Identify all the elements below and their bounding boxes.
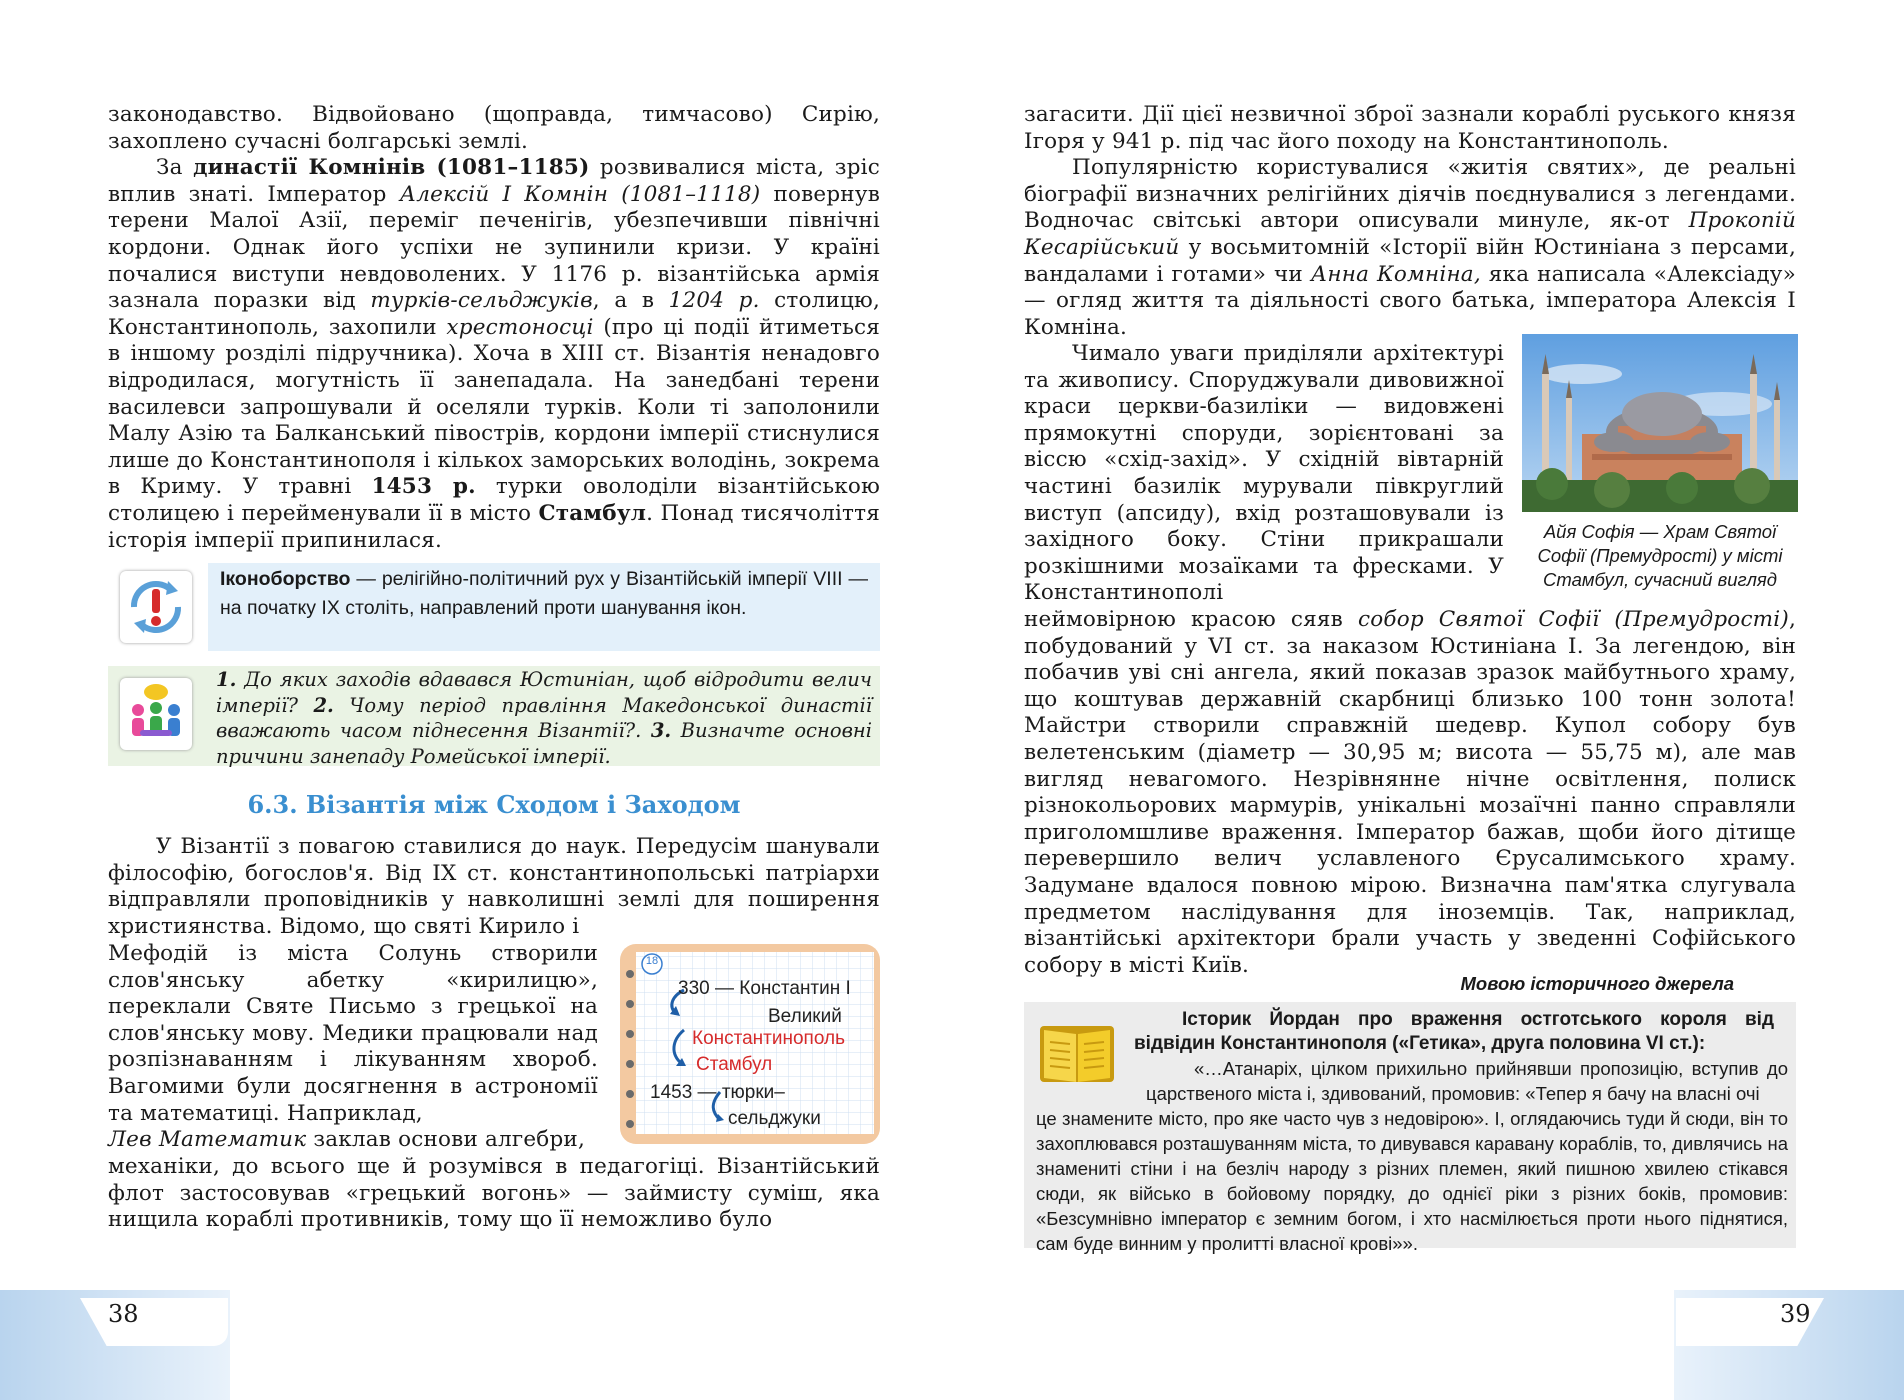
- paragraph-hagia-sophia: неймовірною красою сяяв собор Святої Софії (Премудрості), побудований у VI ст. за наказом Юстиніана I. За легендою, він побачив уві сні ангела, який показав зразок майбутнього храму, що коштував державній скарбниці близько 100 тонн золота! Майстри створили справжній шедевр. Купол собору був велетенським (діаметр — 30,95 м; висота — 55,75 м), але мав вигляд невагомого. Незрівнянне нічне освітлення, полиск різнокольорових мармурів, унікальні мозаїчні панно справляли приголомшливе враження. Імператор бажав, щоби його дітище перевершило велич уславленого Єрусалимського храму. Задумане вдалося повною мірою. Визначна пам'ятка слугувала предметом наслідування для іноземців. Так, наприклад, візантійські архітектори брали участь у зведенні Софійського собору в місті Київ.: [1024, 607, 1796, 978]
- section-heading: 6.3. Візантія між Сходом і Заходом: [247, 790, 741, 819]
- notebook-line: Стамбул: [696, 1054, 773, 1075]
- page-tab: [80, 1298, 228, 1346]
- notebook-line: Великий: [768, 1006, 842, 1027]
- right-wrap-column: [1024, 341, 1504, 607]
- paragraph-science: У Візантії з повагою ставилися до наук. Передусім шанували філософію, богослов'я. Від IX ст. константинопольські патріархи відправляли проповідників у навколишні землі для поширення християнства. Відомо, що святі Кирило і: [108, 834, 880, 939]
- photo-caption: Айя Софія — Храм Святої Софії (Премудрості) у місті Стамбул, сучасний вигляд: [1537, 521, 1783, 590]
- notebook-line: сельджуки: [728, 1108, 821, 1129]
- paragraph-architecture: Чимало уваги приділяли архітектурі та живопису. Споруджували дивовижної краси церкви-базиліки — видовжені прямокутні споруди, зорієнтовані за віссю «схід-захід». У східній вівтарній частині базилік мурували півкруглий виступ (апсиду), вхід розташовували із західного боку. Стіни прикрашали розкішними мозаїками та фресками. У Константинополі: [1024, 341, 1504, 606]
- paragraph: загасити. Дії цієї незвичної зброї зазнали кораблі руського князя Ігоря у 941 р. під час його походу на Константинополь.: [1024, 102, 1796, 154]
- historical-source-box: [1024, 1002, 1796, 1254]
- notebook-line: 330 — Константин І: [678, 978, 851, 999]
- left-wrap-column: [108, 941, 598, 1154]
- notebook-line: 1453 — тюрки–: [650, 1082, 785, 1103]
- questions-box: [108, 666, 880, 766]
- notebook-badge: 18: [645, 955, 659, 967]
- hagia-sophia-photo: [1522, 334, 1798, 512]
- source-title: Історик Йордан про враження остготського короля від відвідин Константинополя («Гетика», друга половина VI ст.):: [1134, 1009, 1774, 1054]
- questions-text: 1. До яких заходів вдавався Юстиніан, щоб відродити велич імперії? 2. Чому період правління Македонської династії вважають часом піднесення Візантії?. 3. Визначте основні причини занепаду Ромейської імперії.: [216, 668, 872, 768]
- paragraph-greek-fire: механіки, до всього ще й розумівся в педагогіці. Візантійський флот застосовував «грецький вогонь» — займисту суміш, яка нищила кораблі противників, тому що її неможливо було: [108, 1154, 880, 1233]
- definition-text: Іконоборство — релігійно-політичний рух у Візантійській імперії VIII — на початку IX століть, направлений проти шанування ікон.: [208, 563, 880, 651]
- paragraph: законодавство. Відвойовано (щоправда, тимчасово) Сирію, захоплено сучасні болгарські землі.: [108, 102, 880, 154]
- source-label: Мовою історичного джерела: [1460, 973, 1734, 994]
- definition-box: [108, 563, 880, 651]
- left-text-column-3: [108, 1154, 880, 1234]
- left-text-column-2: [108, 834, 880, 940]
- source-text: «…Атанаріх, цілком прихильно прийнявши пропозицію, вступив до царственого міста і, здивований, промовив: «Тепер я бачу на власні очі це знамените місто, про яке часто чув з недовірою». І, оглядаючись туди й сюди, він то захоплювався розташуванням міста, то дивувався каравану кораблів, то, дивлячись на знамениті стіни і на безліч народу з різних племен, який пишною хвилею стікався сюди, як військо в бойовому порядку, до однієї ріки з різних боків, промовив: «Безсумнівно імператор є земним богом, і хто насмілюється проти нього піднятися, сам буде винним у пролитті власної крові»».: [1036, 1058, 1788, 1254]
- left-text-column: [108, 102, 880, 554]
- paragraph-komnenos: За династії Комнінів (1081–1185) розвивалися міста, зріс вплив знаті. Імператор Алексій І Комнін (1081–1118) повернув терени Малої Азії, переміг печенігів, убезпечивши північні кордони. Однак його успіхи не зупинили кризи. У країні почалися виступи невдоволених. У 1176 р. візантійська армія зазнала поразки від турків-сельджуків, а в 1204 р. столицю, Константинополь, захопили хрестоносці (про ці події йтиметься в іншому розділі підручника). Хоча в ХІІІ ст. Візантія ненадовго відродилася, могутність її занепадала. На занедбані терени василевси запрошували й оселяли турків. Коли ті заполонили Малу Азію та Балканський півострів, кордони імперії стиснулися лише до Константинополя і кількох заморських володінь, зокрема в Криму. У травні 1453 р. турки оволоділи візантійською столицею і перейменували її в місто Стамбул. Понад тисячоліття історія імперії припинилася.: [108, 155, 880, 553]
- page-number: 39: [1780, 1300, 1811, 1328]
- notebook-line: Константинополь: [692, 1028, 845, 1049]
- right-text-column-2: [1024, 607, 1796, 979]
- paragraph-cyril-methodius: Мефодій із міста Солунь створили слов'янську абетку «кирилицю», переклали Святе Письмо з грецької на слов'янську мову. Медики працювали над розпізнаванням і лікуванням хвороб. Вагомими були досягнення в астрономії та математиці. Наприклад, Лев Математик заклав основи алгебри,: [108, 941, 598, 1153]
- right-page: [952, 0, 1904, 1400]
- paragraph-hagiography: Популярністю користувалися «житія святих», де реальні біографії визначних релігійних діячів поєднувалися з легендами. Водночас світські автори описували минуле, як-от Прокопій Кесарійський у восьмитомній «Історії війн Юстиніана з персами, вандалами і готами» чи Анна Комніна, яка написала «Алексіаду» — огляд життя та діяльності свого батька, імператора Алексія І Комніна.: [1024, 155, 1797, 340]
- page-number: 38: [108, 1300, 139, 1328]
- right-text-column: [1024, 102, 1796, 341]
- people-group-icon: [120, 678, 192, 750]
- notebook-illustration: [620, 944, 880, 1144]
- exclamation-arrows-icon: [120, 571, 192, 643]
